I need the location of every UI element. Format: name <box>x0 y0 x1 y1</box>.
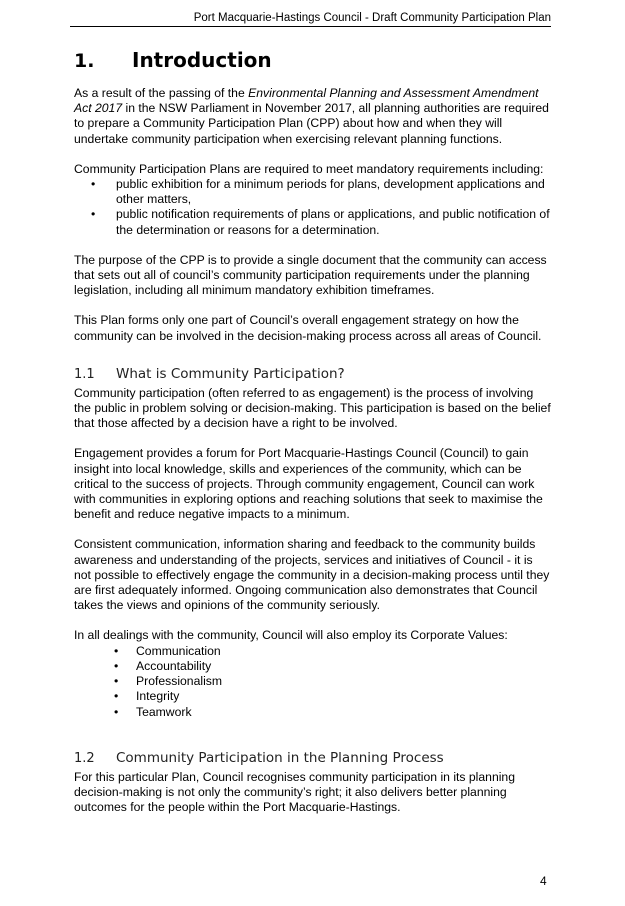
page-number: 4 <box>540 874 547 888</box>
section-1-2-title: Community Participation in the Planning Process <box>116 749 444 766</box>
header-rule <box>70 26 551 27</box>
section-1-title: Introduction <box>132 48 272 72</box>
list-item: • Communication <box>74 644 552 659</box>
intro-paragraph-4: This Plan forms only one part of Council’s overall engagement strategy on how the community can be involved in the decision-making process across all areas of Council. <box>74 313 542 343</box>
section-1-1-title: What is Community Participation? <box>116 365 345 382</box>
intro-paragraph-1 <box>74 86 552 147</box>
intro-paragraph-2: Community Participation Plans are required to meet mandatory requirements including: <box>74 161 544 176</box>
corporate-values-list <box>74 644 552 720</box>
planning-process-paragraph-1: For this particular Plan, Council recognises community participation in its planning decision-making is not only the community’s right; it also delivers better planning outcomes for the people within the Port Macquarie-Hastings. <box>74 769 515 815</box>
participation-paragraph-4: In all dealings with the community, Council will also employ its Corporate Values: <box>74 628 508 643</box>
requirements-list <box>74 177 552 238</box>
page-content <box>74 48 552 830</box>
participation-paragraph-3: Consistent communication, information sharing and feedback to the community builds awareness and understanding of the projects, services and initiatives of Council - it is not possible to effectively engage the community in a decision-making process until they are first adequately informed. Ongoing communication also demonstrates that Council takes the views and opinions of the community seriously. <box>74 537 550 613</box>
list-item: • public notification requirements of plans or applications, and public notification of the determination or reasons for a determination. <box>74 207 552 237</box>
section-1-number: 1. <box>74 50 95 72</box>
list-item: • Professionalism <box>74 674 552 689</box>
section-1-heading <box>74 48 552 72</box>
act-name: Environmental Planning and Assessment Amendment Act 2017 <box>74 86 539 116</box>
participation-paragraph-1: Community participation (often referred to as engagement) is the process of involving the public in problem solving or decision-making. This participation is based on the belief that those affected by a decision have a right to be involved. <box>74 385 551 431</box>
section-1-2-number: 1.2 <box>74 750 95 766</box>
intro-paragraph-1-pre: As a result of the passing of the <box>74 86 249 100</box>
list-item: • Integrity <box>74 689 552 704</box>
participation-paragraph-2: Engagement provides a forum for Port Macquarie-Hastings Council (Council) to gain insight into local knowledge, skills and experiences of the community, which can be critical to the success of projects. Through community engagement, Council can work with communities in exploring options and reaching solutions that seek to maximise the benefit and reduce negative impacts to a minimum. <box>74 446 543 522</box>
list-item: • Teamwork <box>74 705 552 720</box>
section-1-2-heading <box>74 750 552 766</box>
running-header: Port Macquarie-Hastings Council - Draft Community Participation Plan <box>193 12 551 24</box>
list-item: • public exhibition for a minimum periods for plans, development applications and other matters, <box>74 177 552 207</box>
section-1-1-heading <box>74 366 552 382</box>
intro-paragraph-1-post: in the NSW Parliament in November 2017, all planning authorities are required to prepare a Community Participation Plan (CPP) about how and when they will undertake community participation when exercising relevant planning functions. <box>74 101 549 146</box>
section-1-1-number: 1.1 <box>74 366 95 382</box>
list-item: • Accountability <box>74 659 552 674</box>
intro-paragraph-3: The purpose of the CPP is to provide a single document that the community can access that sets out all of council’s community participation requirements under the planning legislation, including all minimum mandatory exhibition timeframes. <box>74 252 547 298</box>
